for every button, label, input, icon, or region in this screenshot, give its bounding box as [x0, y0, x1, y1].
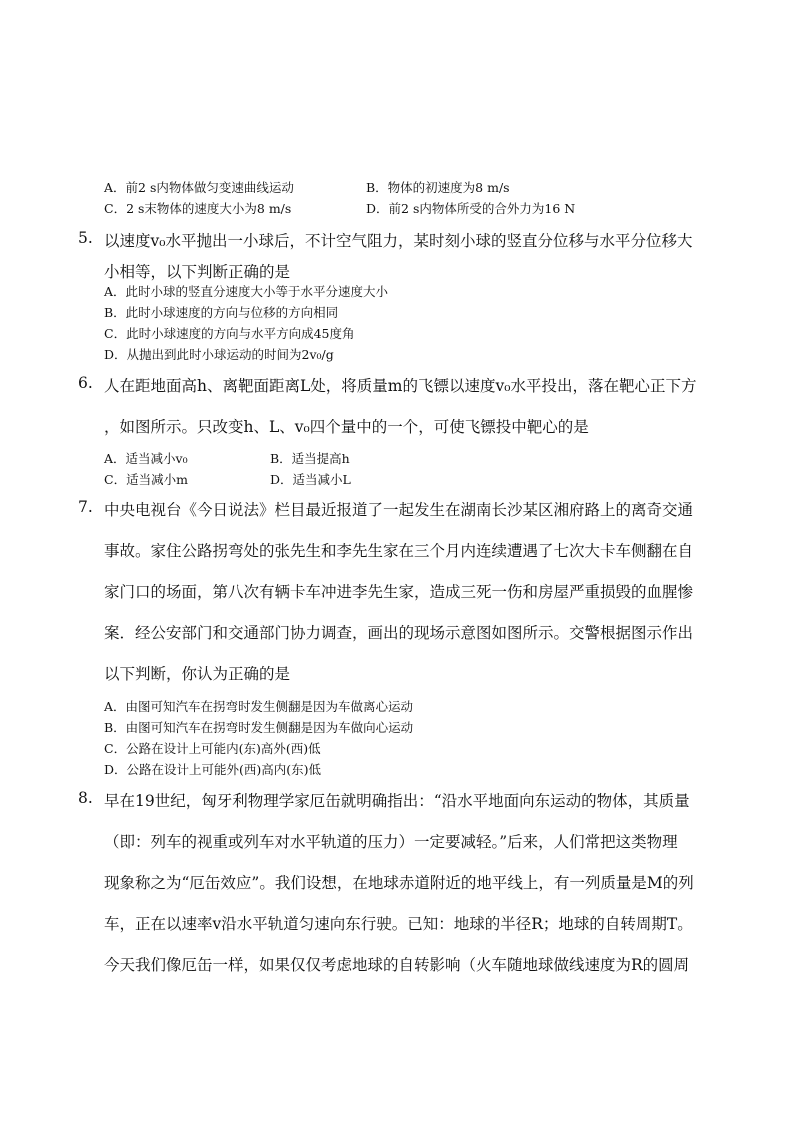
q5-stem-line1: 以速度v₀水平抛出一小球后，不计空气阻力，某时刻小球的竖直分位移与水平分位移大	[104, 232, 693, 250]
q7-stem-line1: 中央电视台《今日说法》栏目最近报道了一起发生在湖南长沙某区湘府路上的离奇交通	[104, 501, 694, 519]
q8-stem-line3: 现象称之为“厄缶效应”。我们设想，在地球赤道附近的地平线上，有一列质量是M的列	[104, 874, 694, 892]
q8-stem-line2: （即：列车的视重或列车对水平轨道的压力）一定要减轻。”后来，人们常把这类物理	[104, 833, 678, 851]
q8-stem-line4: 车，正在以速率v沿水平轨道匀速向东行驶。已知：地球的半径R；地球的自转周期T。	[104, 915, 693, 933]
q5-option-a: A．此时小球的竖直分速度大小等于水平分速度大小	[104, 284, 389, 299]
q5-stem-line2: 小相等，以下判断正确的是	[104, 263, 291, 281]
q6-number: 6.	[78, 374, 93, 392]
q6-stem-line1: 人在距地面高h、离靶面距离L处，将质量m的飞镖以速度v₀水平投出，落在靶心正下方	[104, 377, 697, 395]
q6-option-c: C．适当减小m	[104, 472, 188, 487]
q4-option-c: C．2 s末物体的速度大小为8 m/s	[104, 201, 292, 216]
q7-stem-line2: 事故。家住公路拐弯处的张先生和李先生家在三个月内连续遭遇了七次大卡车侧翻在自	[104, 542, 694, 560]
q7-stem-line4: 案．经公安部门和交通部门协力调查，画出的现场示意图如图所示。交警根据图示作出	[104, 624, 694, 642]
q4-option-a: A．前2 s内物体做匀变速曲线运动	[104, 180, 294, 195]
q6-option-d: D．适当减小L	[270, 472, 351, 487]
q7-stem-line3: 家门口的场面，第八次有辆卡车冲进李先生家，造成三死一伤和房屋严重损毁的血腥惨	[104, 583, 694, 601]
q7-option-c: C．公路在设计上可能内(东)高外(西)低	[104, 741, 321, 756]
q8-stem-line5: 今天我们像厄缶一样，如果仅仅考虑地球的自转影响（火车随地球做线速度为R的圆周	[104, 956, 690, 974]
q4-option-d: D．前2 s内物体所受的合外力为16 N	[366, 201, 576, 216]
q5-number: 5.	[78, 229, 93, 247]
q6-option-a: A．适当减小v₀	[104, 451, 188, 466]
q7-stem-line5: 以下判断，你认为正确的是	[104, 665, 291, 683]
q5-option-b: B．此时小球速度的方向与位移的方向相同	[104, 305, 339, 320]
q4-option-b: B．物体的初速度为8 m/s	[366, 180, 510, 195]
q6-stem-line2: ，如图所示。只改变h、L、v₀四个量中的一个，可使飞镖投中靶心的是	[104, 418, 589, 436]
q8-number: 8.	[78, 789, 93, 807]
q5-option-d: D．从抛出到此时小球运动的时间为2v₀/g	[104, 347, 334, 362]
q7-option-a: A．由图可知汽车在拐弯时发生侧翻是因为车做离心运动	[104, 699, 414, 714]
q7-option-b: B．由图可知汽车在拐弯时发生侧翻是因为车做向心运动	[104, 720, 414, 735]
q8-stem-line1: 早在19世纪，匈牙利物理学家厄缶就明确指出：“沿水平地面向东运动的物体，其质量	[104, 792, 690, 810]
q6-option-b: B．适当提高h	[270, 451, 350, 466]
q7-number: 7.	[78, 498, 93, 516]
q5-option-c: C．此时小球速度的方向与水平方向成45度角	[104, 326, 355, 341]
q7-option-d: D．公路在设计上可能外(西)高内(东)低	[104, 762, 322, 777]
